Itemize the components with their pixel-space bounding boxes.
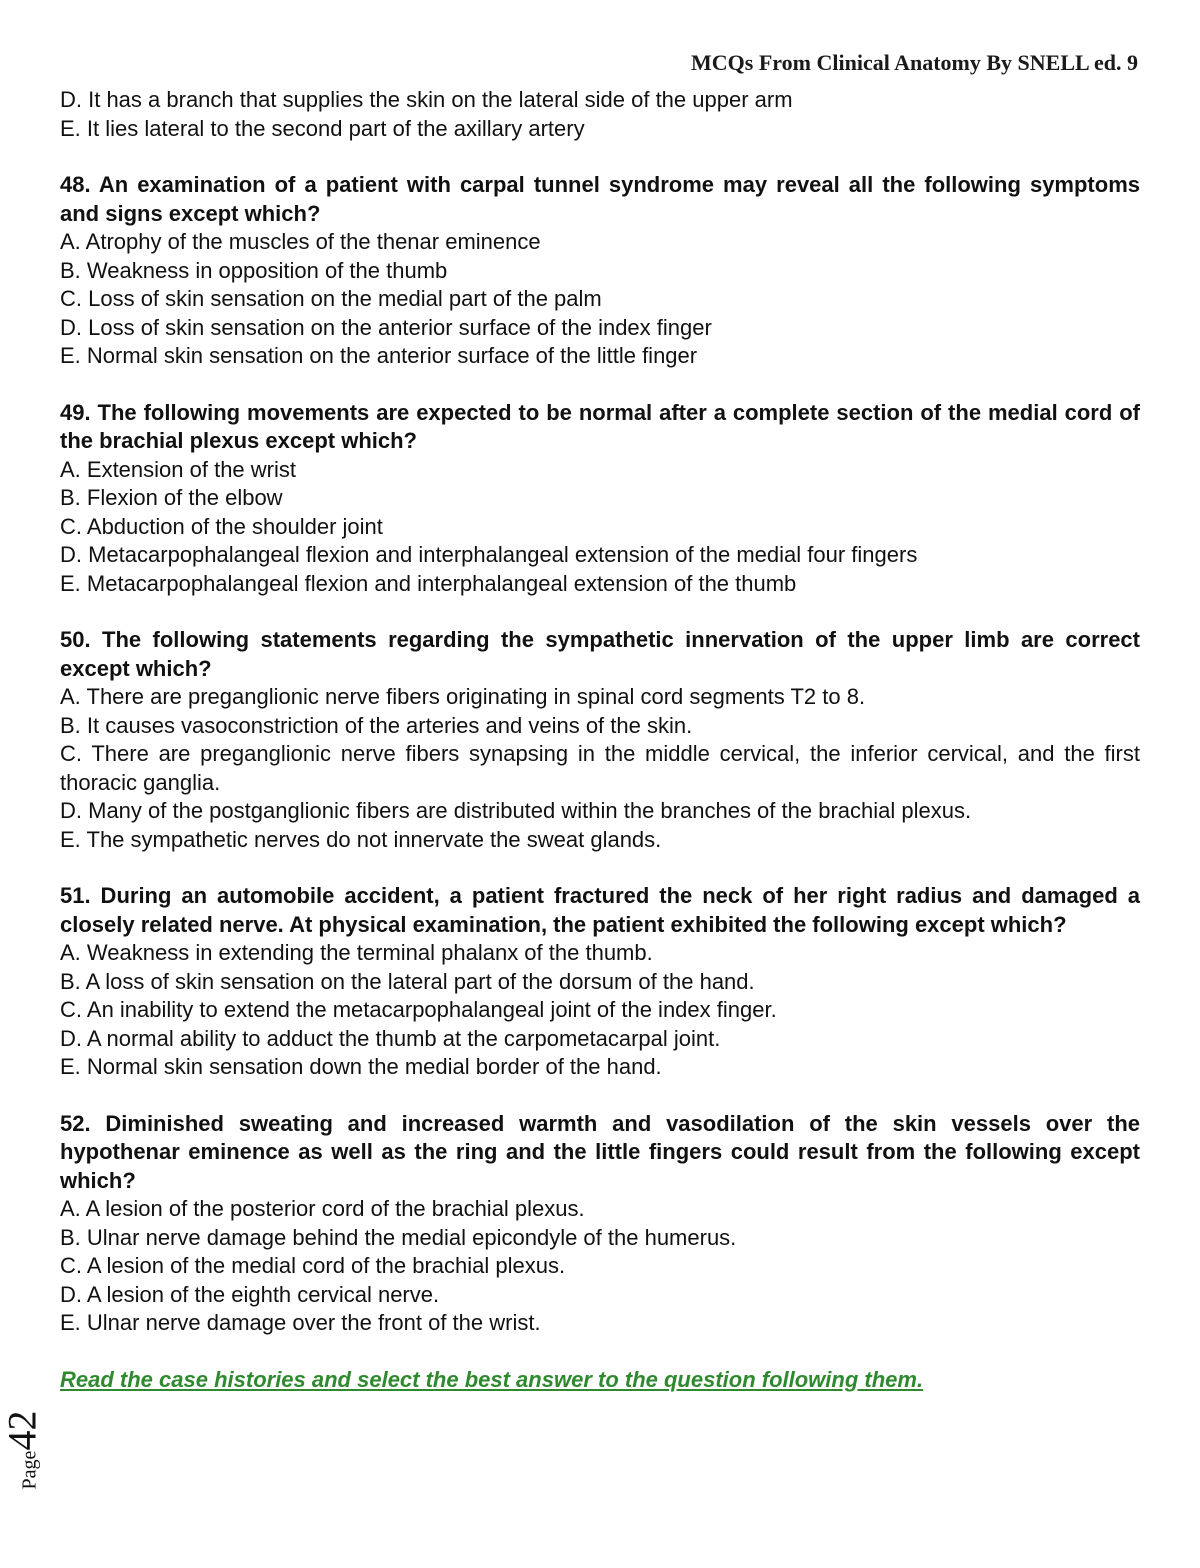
carryover-options [60, 86, 1140, 143]
option: B. A loss of skin sensation on the lateral part of the dorsum of the hand. [60, 968, 755, 994]
question-49 [60, 399, 1140, 599]
option: A. Atrophy of the muscles of the thenar eminence [60, 229, 541, 254]
option: A. A lesion of the posterior cord of the brachial plexus. [60, 1196, 585, 1221]
question-48 [60, 171, 1140, 371]
option: E. Normal skin sensation on the anterior surface of the little finger [60, 343, 698, 368]
option: E. Ulnar nerve damage over the front of the wrist. [60, 1310, 541, 1335]
option: D. A lesion of the eighth cervical nerve. [60, 1281, 440, 1307]
option: B. Weakness in opposition of the thumb [60, 257, 448, 283]
question-stem: 49. The following movements are expected to be normal after a complete section of the medial cord of the brachial plexus except which? [60, 399, 1140, 453]
question-52 [60, 1110, 1140, 1338]
option: D. Metacarpophalangeal flexion and interphalangeal extension of the medial four fingers [60, 542, 918, 567]
option: E. The sympathetic nerves do not innervate the sweat glands. [60, 826, 662, 852]
option: C. Abduction of the shoulder joint [60, 513, 383, 539]
header-title: MCQs From Clinical Anatomy By SNELL ed. 9 [691, 50, 1138, 75]
option: D. A normal ability to adduct the thumb at the carpometacarpal joint. [60, 1025, 721, 1051]
option: D. Many of the postganglionic fibers are distributed within the branches of the brachial plexus. [60, 798, 972, 823]
option: C. A lesion of the medial cord of the brachial plexus. [60, 1253, 566, 1278]
option: B. Flexion of the elbow [60, 485, 283, 510]
option: A. Weakness in extending the terminal phalanx of the thumb. [60, 940, 653, 965]
option: A. There are preganglionic nerve fibers originating in spinal cord segments T2 to 8. [60, 684, 866, 709]
option: C. There are preganglionic nerve fibers synapsing in the middle cervical, the inferior cervical, and the first thoracic ganglia. [60, 741, 1140, 795]
question-stem: 52. Diminished sweating and increased warmth and vasodilation of the skin vessels over the hypothenar eminence as well as the ring and the little fingers could result from the following except which? [60, 1110, 1140, 1193]
question-stem: 50. The following statements regarding the sympathetic innervation of the upper limb are correct except which? [60, 627, 1140, 681]
page-number [0, 1385, 45, 1515]
page-digits: 42 [0, 1410, 45, 1451]
question-stem: 48. An examination of a patient with carpal tunnel syndrome may reveal all the following symptoms and signs except which? [60, 172, 1140, 226]
option: C. An inability to extend the metacarpophalangeal joint of the index finger. [60, 997, 777, 1022]
option: B. It causes vasoconstriction of the arteries and veins of the skin. [60, 712, 693, 738]
option: B. Ulnar nerve damage behind the medial epicondyle of the humerus. [60, 1224, 737, 1250]
case-history-instruction: Read the case histories and select the best answer to the question following them. [60, 1366, 924, 1392]
document-body [60, 86, 1140, 1394]
option: E. Metacarpophalangeal flexion and interphalangeal extension of the thumb [60, 570, 797, 596]
option: D. It has a branch that supplies the skin on the lateral side of the upper arm [60, 87, 793, 112]
option: E. Normal skin sensation down the medial border of the hand. [60, 1054, 662, 1079]
option: D. Loss of skin sensation on the anterior surface of the index finger [60, 314, 712, 340]
option: E. It lies lateral to the second part of the axillary artery [60, 115, 585, 141]
page-label: Page [18, 1450, 41, 1490]
option: C. Loss of skin sensation on the medial part of the palm [60, 286, 602, 311]
option: A. Extension of the wrist [60, 456, 296, 482]
question-50 [60, 626, 1140, 854]
question-stem: 51. During an automobile accident, a patient fractured the neck of her right radius and damaged a closely related nerve. At physical examination, the patient exhibited the following except which? [60, 883, 1140, 937]
question-51 [60, 882, 1140, 1082]
